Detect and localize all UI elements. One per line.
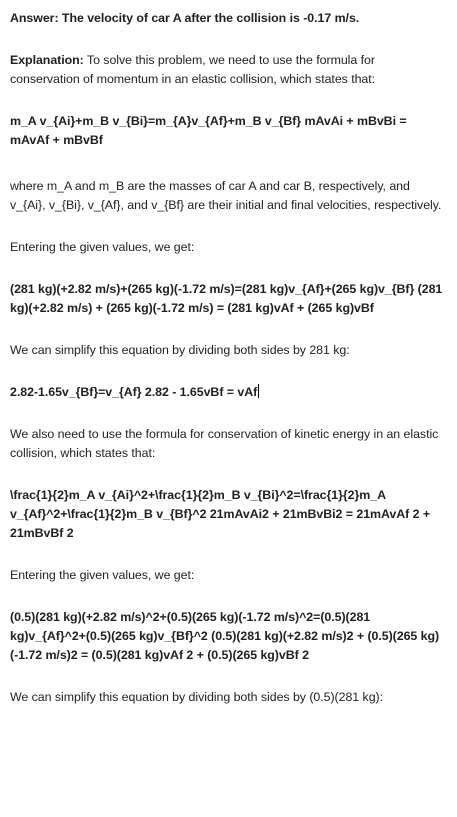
spacer <box>10 665 445 688</box>
text-cursor <box>258 384 259 398</box>
kinetic-energy-intro: We also need to use the formula for conservation of kinetic energy in an elastic collision, which states that: <box>10 427 439 460</box>
simplify-text: We can simplify this equation by dividing both sides by 281 kg: <box>10 343 350 357</box>
spacer <box>10 318 445 341</box>
spacer <box>10 215 445 238</box>
explanation-paragraph <box>10 51 445 89</box>
spacer <box>10 150 445 177</box>
momentum-simplified-equation[interactable] <box>10 383 445 402</box>
explanation-label: Explanation: <box>10 53 84 67</box>
entering-values-text: Entering the given values, we get: <box>10 240 195 254</box>
momentum-simplified-text: 2.82-1.65v_{Bf}=v_{Af} 2.82 - 1.65vBf = vAf <box>10 385 258 399</box>
momentum-substituted-equation: (281 kg)(+2.82 m/s)+(265 kg)(-1.72 m/s)=(281 kg)v_{Af}+(265 kg)v_{Bf} (281 kg)(+2.82 m/s) + (265 kg)(-1.72 m/s) = (281 kg)vAf + (265 kg)vBf <box>10 282 443 315</box>
simplify-text-2: We can simplify this equation by dividing both sides by (0.5)(281 kg): <box>10 690 383 704</box>
spacer <box>10 402 445 425</box>
spacer <box>10 28 445 51</box>
explanation-intro: To solve this problem, we need to use the formula for conservation of momentum in an elastic collision, which states that: <box>10 53 376 86</box>
spacer <box>10 585 445 608</box>
spacer <box>10 257 445 280</box>
kinetic-energy-substituted-equation: (0.5)(281 kg)(+2.82 m/s)^2+(0.5)(265 kg)(-1.72 m/s)^2=(0.5)(281 kg)v_{Af}^2+(0.5)(265 kg)v_{Bf}^2 (0.5)(281 kg)(+2.82 m/s)2 + (0.5)(265 kg)(-1.72 m/s)2 = (0.5)(281 kg)vAf 2 + (0.5)(265 kg)vBf 2 <box>10 610 440 662</box>
momentum-formula: m_A v_{Ai}+m_B v_{Bi}=m_{A}v_{Af}+m_B v_{Bf} mAvAi + mBvBi = mAvAf + mBvBf <box>10 114 407 147</box>
spacer <box>10 89 445 112</box>
spacer <box>10 543 445 566</box>
kinetic-energy-formula: \frac{1}{2}m_A v_{Ai}^2+\frac{1}{2}m_B v_{Bi}^2=\frac{1}{2}m_A v_{Af}^2+\frac{1}{2}m_B v_{Bf}^2 21mAvAi2 + 21mBvBi2 = 21mAvAf 2 + 21mBvBf 2 <box>10 488 431 540</box>
spacer <box>10 360 445 383</box>
answer-heading: Answer: The velocity of car A after the collision is -0.17 m/s. <box>10 11 360 25</box>
spacer <box>10 463 445 486</box>
entering-values-text-2: Entering the given values, we get: <box>10 568 195 582</box>
where-paragraph: where m_A and m_B are the masses of car A and car B, respectively, and v_{Ai}, v_{Bi}, v_{Af}, and v_{Bf} are their initial and final velocities, respectively. <box>10 179 442 212</box>
